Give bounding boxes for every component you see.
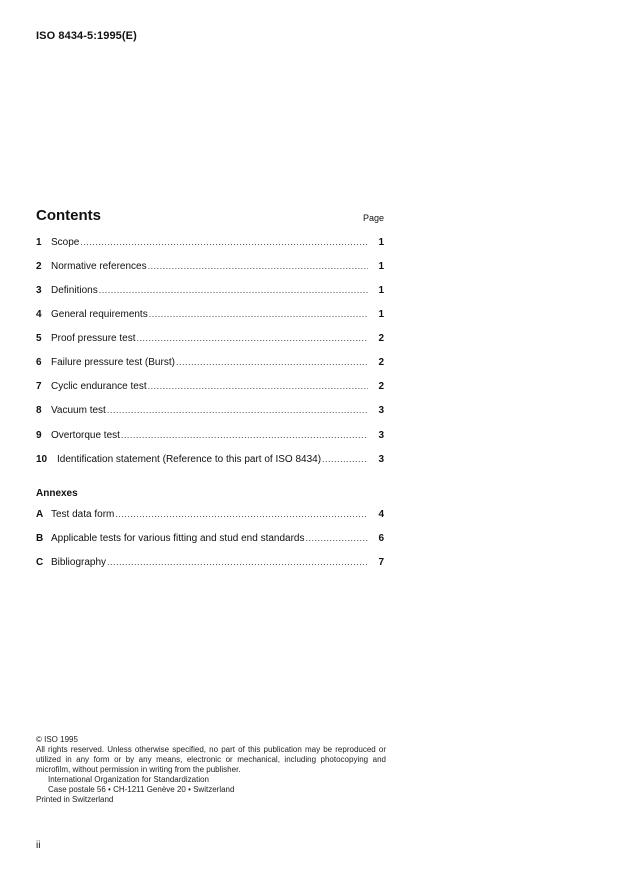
toc-text: Vacuum test xyxy=(51,405,106,416)
toc-entry-3[interactable] xyxy=(36,285,384,299)
toc-leader xyxy=(149,309,368,319)
toc-number: 7 xyxy=(36,381,42,392)
annex-page: 4 xyxy=(378,509,384,520)
toc-entry-4[interactable] xyxy=(36,309,384,323)
organization-address: Case postale 56 • CH-1211 Genève 20 • Switzerland xyxy=(48,785,235,794)
toc-number: 5 xyxy=(36,333,42,344)
toc-entry-7[interactable] xyxy=(36,381,384,395)
toc-text: Failure pressure test (Burst) xyxy=(51,357,175,368)
toc-leader xyxy=(99,285,368,295)
toc-number: 10 xyxy=(36,454,48,465)
toc-entry-5[interactable] xyxy=(36,333,384,347)
toc-entry-2[interactable] xyxy=(36,261,384,275)
annexes-title: Annexes xyxy=(36,488,78,499)
toc-number: 3 xyxy=(36,285,42,296)
toc-number: 2 xyxy=(36,261,42,272)
annex-entry-a[interactable] xyxy=(36,509,384,523)
toc-entry-8[interactable] xyxy=(36,405,384,419)
annex-entry-c[interactable] xyxy=(36,557,384,571)
toc-leader xyxy=(322,454,368,464)
annex-text: Applicable tests for various fitting and stud end standards xyxy=(51,533,305,544)
toc-page: 3 xyxy=(378,454,384,465)
annex-page: 7 xyxy=(378,557,384,568)
toc-entry-1[interactable] xyxy=(36,237,384,251)
toc-page: 1 xyxy=(378,309,384,320)
annex-text: Bibliography xyxy=(51,557,107,568)
toc-text: Definitions xyxy=(51,285,98,296)
annex-letter: C xyxy=(36,557,44,568)
toc-text: Scope xyxy=(51,237,80,248)
toc-page: 2 xyxy=(378,381,384,392)
copyright-line: © ISO 1995 xyxy=(36,735,78,744)
toc-leader xyxy=(136,333,368,343)
printed-in: Printed in Switzerland xyxy=(36,795,114,804)
annex-page: 6 xyxy=(378,533,384,544)
toc-text: General requirements xyxy=(51,309,148,320)
toc-text: Proof pressure test xyxy=(51,333,136,344)
annex-text: Test data form xyxy=(51,509,115,520)
organization-name: International Organization for Standardization xyxy=(48,775,209,784)
toc-number: 1 xyxy=(36,237,42,248)
toc-leader xyxy=(107,557,368,567)
toc-leader xyxy=(148,261,368,271)
toc-number: 6 xyxy=(36,357,42,368)
toc-page: 1 xyxy=(378,285,384,296)
toc-page: 2 xyxy=(378,357,384,368)
toc-number: 4 xyxy=(36,309,42,320)
toc-page: 2 xyxy=(378,333,384,344)
toc-page: 1 xyxy=(378,237,384,248)
annex-letter: A xyxy=(36,509,44,520)
toc-text: Cyclic endurance test xyxy=(51,381,147,392)
annex-entry-b[interactable] xyxy=(36,533,384,547)
contents-title: Contents xyxy=(36,207,101,224)
toc-text: Normative references xyxy=(51,261,147,272)
toc-page: 1 xyxy=(378,261,384,272)
copyright-block xyxy=(36,735,386,805)
toc-leader xyxy=(115,509,368,519)
toc-page: 3 xyxy=(378,405,384,416)
toc-entry-6[interactable] xyxy=(36,357,384,371)
footer-page-number: ii xyxy=(36,840,41,851)
rights-statement: All rights reserved. Unless otherwise specified, no part of this publication may be reproduced or utilized in any form or by any means, electronic or mechanical, including photocopying and microfilm, without permission in writing from the publisher. xyxy=(36,745,386,774)
toc-number: 9 xyxy=(36,430,42,441)
toc-leader xyxy=(148,381,368,391)
page-column-label: Page xyxy=(362,213,384,223)
toc-leader xyxy=(80,237,368,247)
toc-text: Identification statement (Reference to this part of ISO 8434) xyxy=(57,454,322,465)
toc-leader xyxy=(305,533,368,543)
toc-entry-10[interactable] xyxy=(36,454,384,468)
toc-leader xyxy=(176,357,368,367)
toc-text: Overtorque test xyxy=(51,430,120,441)
toc-number: 8 xyxy=(36,405,42,416)
toc-entry-9[interactable] xyxy=(36,430,384,444)
document-id: ISO 8434-5:1995(E) xyxy=(36,30,137,42)
toc-leader xyxy=(107,405,368,415)
annex-letter: B xyxy=(36,533,44,544)
toc-page: 3 xyxy=(378,430,384,441)
toc-leader xyxy=(121,430,368,440)
